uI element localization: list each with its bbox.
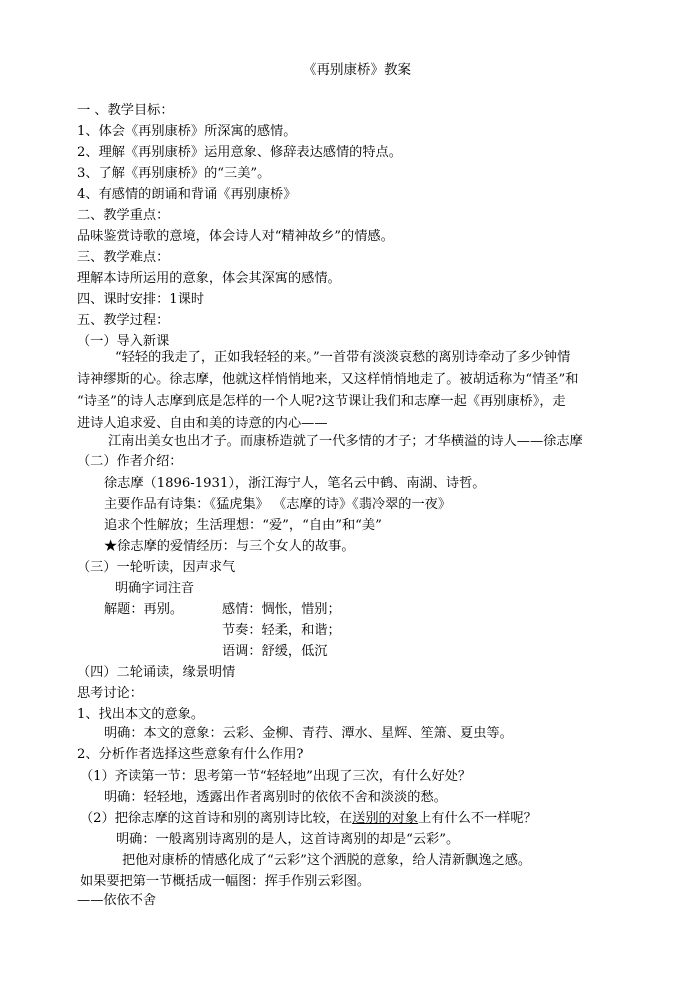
text-line: 一 、教学目标： <box>77 103 174 118</box>
text-line: 四、课时安排：1课时 <box>77 292 205 307</box>
text-line: （1）齐读第一节：思考第一节“轻轻地”出现了三次，有什么好处？ <box>80 769 472 784</box>
text-line: 思考讨论： <box>77 686 143 701</box>
analysis-item: 语调：舒缓，低沉 <box>222 644 328 659</box>
text-line: 品味鉴赏诗歌的意境，体会诗人对“精神故乡”的情感。 <box>77 229 394 244</box>
text-segment: 上有什么不一样呢？ <box>418 811 537 826</box>
text-line: 诗神缪斯的心。徐志摩，他就这样悄悄地来，又这样悄悄地走了。被胡适称为“情圣”和 <box>77 372 579 387</box>
text-line: 徐志摩（1896-1931），浙江海宁人，笔名云中鹤、南湖、诗哲。 <box>104 476 486 491</box>
text-line: （一）导入新课 <box>77 334 170 349</box>
text-line: “诗圣”的诗人志摩到底是怎样的一个人呢?这节课让我们和志摩一起《再别康桥》，走 <box>77 394 566 409</box>
analysis-item: 感情：惆怅，惜别； <box>222 602 341 617</box>
text-line: 主要作品有诗集：《猛虎集》 《志摩的诗》《翡冷翠的一夜》 <box>104 497 452 512</box>
page-title: 《再别康桥》教案 <box>303 62 411 78</box>
text-line: 3、了解《再别康桥》的“三美”。 <box>77 166 271 181</box>
text-line: 1、找出本文的意象。 <box>77 707 205 722</box>
text-line: 理解本诗所运用的意象，体会其深寓的感情。 <box>77 271 341 286</box>
text-line: 把他对康桥的情感化成了“云彩”这个洒脱的意象，给人清新飘逸之感。 <box>122 853 532 868</box>
text-line: ★徐志摩的爱情经历：与三个女人的故事。 <box>104 539 355 554</box>
text-line: 五、教学过程： <box>77 313 170 328</box>
text-line: 2、分析作者选择这些意象有什么作用? <box>77 747 304 762</box>
text-line: 进诗人追求爱、自由和美的诗意的内心—— <box>77 416 328 431</box>
analysis-item: 节奏：轻柔，和谐； <box>222 623 341 638</box>
text-line: 2、理解《再别康桥》运用意象、修辞表达感情的特点。 <box>77 145 402 160</box>
text-line: 三、教学难点： <box>77 250 170 265</box>
underlined-text: 送别的对象 <box>352 811 419 826</box>
text-line: “轻轻的我走了，正如我轻轻的来。”一首带有淡淡哀愁的离别诗牵动了多少钟情 <box>115 350 571 365</box>
text-line: 1、体会《再别康桥》所深寓的感情。 <box>77 124 297 139</box>
analysis-label: 解题：再别。 <box>104 602 184 617</box>
text-line: 明确：一般离别诗离别的是人，这首诗离别的却是“云彩”。 <box>116 832 460 847</box>
text-line <box>80 809 537 829</box>
text-line: 江南出美女也出才子。而康桥造就了一代多情的才子；才华横溢的诗人——徐志摩 <box>108 434 583 449</box>
text-line: ——依依不舍 <box>77 893 157 908</box>
text-line: 追求个性解放；生活理想：“爱”，“自由”和“美” <box>104 518 382 533</box>
text-line: 二、教学重点： <box>77 208 170 223</box>
text-line: （四）二轮诵读，缘景明情 <box>77 665 236 680</box>
text-line: 如果要把第一节概括成一幅图：挥手作别云彩图。 <box>80 874 371 889</box>
text-line: 明确字词注音 <box>115 581 195 596</box>
text-line: （三）一轮听读，因声求气 <box>77 560 236 575</box>
text-line: 明确：本文的意象：云彩、金柳、青荇、潭水、星辉、笙箫、夏虫等。 <box>104 726 513 741</box>
text-line: （二）作者介绍： <box>77 454 183 469</box>
text-line: 明确：轻轻地，透露出作者离别时的依依不舍和淡淡的愁。 <box>104 790 447 805</box>
text-segment: （2）把徐志摩的这首诗和别的离别诗比较，在 <box>80 811 353 826</box>
text-line: 4、有感情的朗诵和背诵《再别康桥》 <box>77 187 297 202</box>
